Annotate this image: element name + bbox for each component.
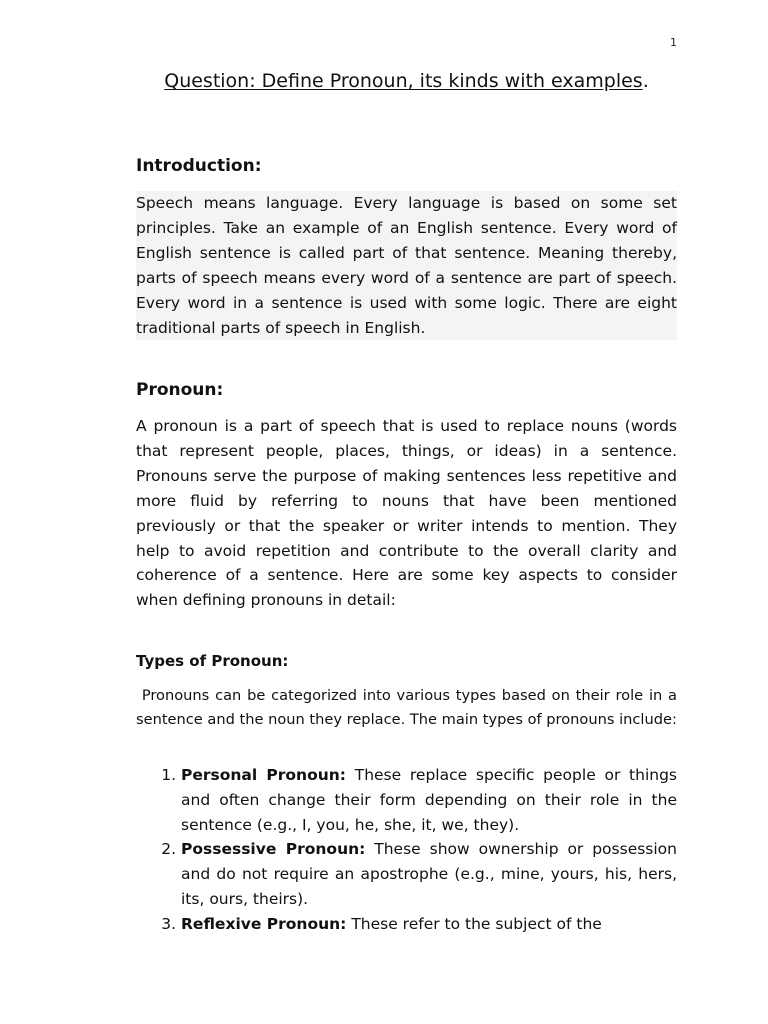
types-heading: Types of Pronoun: — [136, 652, 289, 670]
page-number: 1 — [670, 36, 677, 49]
list-item — [181, 837, 677, 911]
types-intro-paragraph: Pronouns can be categorized into various types based on their role in a sentence and the noun they replace. The main types of pronouns include: — [136, 687, 682, 728]
list-item-term: Personal Pronoun: — [181, 766, 346, 784]
pronoun-types-list — [136, 763, 677, 937]
page-title — [136, 70, 677, 92]
pronoun-heading: Pronoun: — [136, 380, 224, 400]
list-item — [181, 763, 677, 837]
introduction-paragraph: Speech means language. Every language is based on some set principles. Take an example of an English sentence. Every word of English sentence is called part of that sentence. Meaning thereby, parts of speech means every word of a sentence are part of speech. Every word in a sentence is used with some logic. There are eight traditional parts of speech in English. — [136, 191, 677, 340]
list-item-text: These refer to the subject of the — [346, 914, 602, 933]
title-text: Question: Define Pronoun, its kinds with examples — [164, 70, 643, 92]
list-item-term: Reflexive Pronoun: — [181, 914, 347, 933]
list-item-term: Possessive Pronoun: — [181, 840, 366, 859]
list-item — [181, 912, 677, 937]
list-item-text: These show ownership or possession and do not require an apostrophe (e.g., mine, yours, his, hers, its, ours, theirs). — [181, 840, 677, 908]
title-period: . — [642, 70, 649, 92]
list-item-text: These replace specific people or things and often change their form depending on their role in the sentence (e.g., I, you, he, she, it, we, they). — [181, 766, 677, 834]
introduction-heading: Introduction: — [136, 156, 262, 176]
pronoun-paragraph: A pronoun is a part of speech that is used to replace nouns (words that represent people, places, things, or ideas) in a sentence. Pronouns serve the purpose of making sentences less repetitive and more fluid by referring to nouns that have been mentioned previously or that the speaker or writer intends to mention. They help to avoid repetition and contribute to the overall clarity and coherence of a sentence. Here are some key aspects to consider when defining pronouns in detail: — [136, 417, 677, 610]
